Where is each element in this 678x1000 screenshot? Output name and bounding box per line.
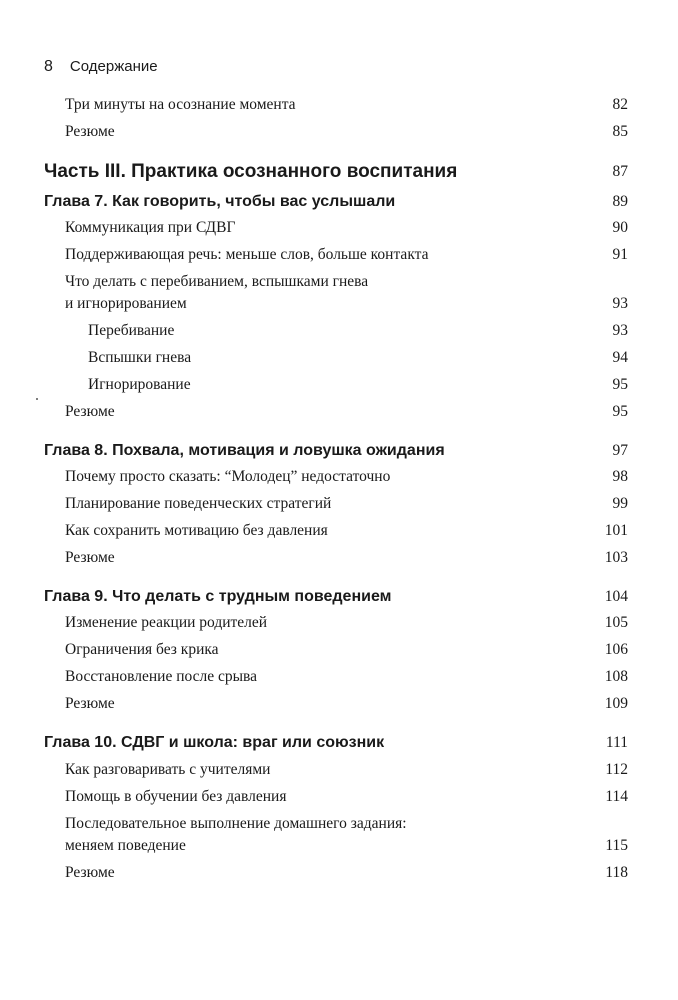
toc-entry-page: 91 [612, 246, 628, 263]
toc-entry-title: Игнорирование [88, 376, 191, 393]
running-header [44, 58, 158, 76]
toc-entry-title: Почему просто сказать: “Молодец” недостаточно [65, 468, 391, 485]
toc-entry-title: Коммуникация при СДВГ [65, 219, 236, 236]
toc-entry-title: Перебивание [88, 322, 175, 339]
toc-entry-page: 90 [612, 219, 628, 236]
toc-entry-page: 95 [612, 376, 628, 393]
toc-entry-page: 111 [605, 734, 628, 751]
toc-entry-page: 101 [604, 522, 628, 539]
toc-entry-title: Изменение реакции родителей [65, 614, 268, 631]
toc-entry-page: 87 [612, 163, 628, 180]
toc-chapter-title: Глава 8. Похвала, мотивация и ловушка ожидания [44, 442, 445, 459]
toc-entry-title: Поддерживающая речь: меньше слов, больше контакта [65, 246, 429, 263]
toc-entry-page: 115 [605, 837, 628, 854]
toc-entry-page: 108 [604, 668, 628, 685]
toc-entry-page: 109 [604, 695, 628, 712]
toc-entry-page: 89 [612, 193, 628, 210]
toc-entry-page: 97 [612, 442, 628, 459]
toc-chapter-title: Глава 9. Что делать с трудным поведением [44, 588, 392, 605]
scan-speck [36, 398, 38, 400]
page-number: 8 [44, 58, 53, 75]
toc-entry-title: Вспышки гнева [88, 349, 192, 366]
toc-entry-page: 105 [604, 614, 628, 631]
toc-chapter-title: Глава 10. СДВГ и школа: враг или союзник [44, 734, 385, 751]
toc-entry-page: 118 [605, 864, 628, 881]
toc-entry-page: 114 [605, 788, 628, 805]
toc-entry-title: Восстановление после срыва [65, 668, 258, 685]
toc-part-title: Часть III. Практика осознанного воспитания [44, 161, 458, 182]
toc-entry-title: Как сохранить мотивацию без давления [65, 522, 328, 539]
toc-entry-title: Резюме [65, 695, 115, 712]
toc-entry-title: Три минуты на осознание момента [65, 96, 296, 113]
toc-entry-title: Помощь в обучении без давления [65, 788, 287, 805]
toc-entry-page: 94 [612, 349, 628, 366]
toc-entry-title: Планирование поведенческих стратегий [65, 495, 332, 512]
toc-entry-title: Последовательное выполнение домашнего задания: меняем поведение [65, 815, 407, 854]
toc-entry-title: Резюме [65, 403, 115, 420]
toc-entry-title: Ограничения без крика [65, 641, 219, 658]
toc-entry-title: Как разговаривать с учителями [65, 761, 271, 778]
toc-entry-page: 112 [605, 761, 628, 778]
header-title: Содержание [69, 58, 158, 75]
toc-entry-page: 82 [612, 96, 628, 113]
toc-entry-page: 106 [604, 641, 628, 658]
toc-entry-page: 99 [612, 495, 628, 512]
toc-entry-title: Резюме [65, 123, 115, 140]
toc-entry-title: Резюме [65, 864, 115, 881]
toc-entry-title: Резюме [65, 549, 115, 566]
toc-entry-page: 95 [612, 403, 628, 420]
toc-entry-title: Что делать с перебиванием, вспышками гнева и игнорированием [65, 273, 369, 312]
toc-entry-page: 93 [612, 295, 628, 312]
toc-entry-page: 98 [612, 468, 628, 485]
toc-chapter-title: Глава 7. Как говорить, чтобы вас услышали [44, 193, 396, 210]
toc-entry-page: 85 [612, 123, 628, 140]
toc-entry-page: 104 [604, 588, 628, 605]
toc-entry-page: 103 [604, 549, 628, 566]
toc-entry-page: 93 [612, 322, 628, 339]
